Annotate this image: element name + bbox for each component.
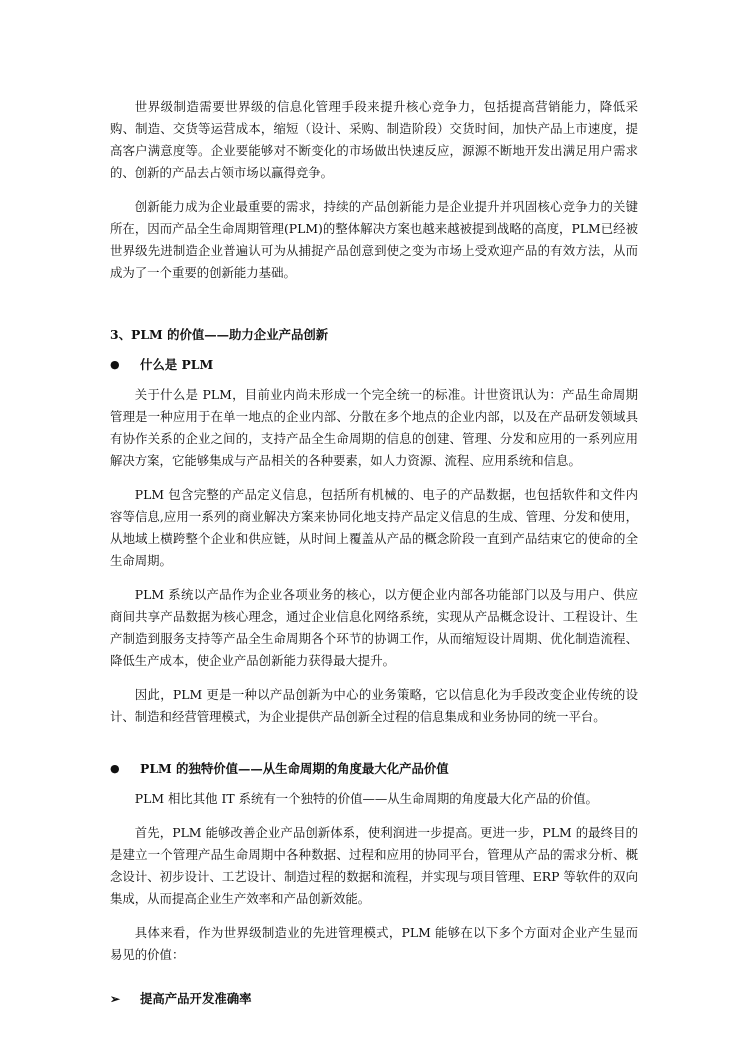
document-page: [110, 96, 638, 1010]
arrow-bullet-icon: ➢: [110, 992, 121, 1006]
intro-paragraph-2: 创新能力成为企业最重要的需求，持续的产品创新能力是企业提升并巩固核心竞争力的关键所在，因而产品全生命周期管理(PLM)的整体解决方案也越来越被提到战略的高度，PLM已经被世界级先进制造企业普遍认可为从捕捉产品创意到使之变为市场上受欢迎产品的有效方法，从而成为了一个重要的创新能力基础。: [110, 199, 638, 280]
bullet-icon: ●: [110, 358, 120, 371]
value-paragraph-1: PLM 相比其他 IT 系统有一个独特的价值——从生命周期的角度最大化产品的价值。: [134, 791, 598, 806]
sub-bullet-title: 提高产品开发准确率: [140, 991, 252, 1006]
plm-paragraph-4: 因此，PLM 更是一种以产品创新为中心的业务策略，它以信息化为手段改变企业传统的设计、制造和经营管理模式，为企业提供产品创新全过程的信息集成和业务协同的统一平台。: [110, 687, 638, 724]
plm-paragraph-2: PLM 包含完整的产品定义信息，包括所有机械的、电子的产品数据，也包括软件和文件内容等信息,应用一系列的商业解决方案来协同化地支持产品定义信息的生成、管理、分发和使用，从地域上横跨整个企业和供应链，从时间上覆盖从产品的概念阶段一直到产品结束它的使命的全生命周期。: [110, 487, 638, 568]
plm-paragraph-1: 关于什么是 PLM，目前业内尚未形成一个完全统一的标准。计世资讯认为：产品生命周期管理是一种应用于在单一地点的企业内部、分散在多个地点的企业内部，以及在产品研发领域具有协作关系的企业之间的，支持产品全生命周期的信息的创建、管理、分发和应用的一系列应用解决方案，它能够集成与产品相关的各种要素，如人力资源、流程、应用系统和信息。: [110, 387, 638, 468]
value-paragraph-2: 首先，PLM 能够改善企业产品创新体系，使利润进一步提高。更进一步，PLM 的最终目的是建立一个管理产品生命周期中各种数据、过程和应用的协同平台，管理从产品的需求分析、概念设计、初步设计、工艺设计、制造过程的数据和流程，并实现与项目管理、ERP 等软件的双向集成，从而提高企业生产效率和产品创新效能。: [110, 825, 638, 906]
bullet-title: PLM 的独特价值——从生命周期的角度最大化产品价值: [140, 761, 449, 776]
bullet-icon: ●: [110, 762, 120, 775]
value-paragraph-3: 具体来看，作为世界级制造业的先进管理模式，PLM 能够在以下多个方面对企业产生显而易见的价值：: [110, 925, 638, 962]
section-title: 3、PLM 的价值——助力企业产品创新: [110, 327, 329, 342]
plm-paragraph-3: PLM 系统以产品作为企业各项业务的核心，以方便企业内部各功能部门以及与用户、供应商间共享产品数据为核心理念，通过企业信息化网络系统，实现从产品概念设计、工程设计、生产制造到服务支持等产品全生命周期各个环节的协调工作，从而缩短设计周期、优化制造流程、降低生产成本，使企业产品创新能力获得最大提升。: [110, 587, 638, 668]
bullet-heading-what-is-plm: [110, 354, 638, 376]
intro-paragraph-1: 世界级制造需要世界级的信息化管理手段来提升核心竞争力，包括提高营销能力，降低采购、制造、交货等运营成本，缩短（设计、采购、制造阶段）交货时间，加快产品上市速度，提高客户满意度等。企业要能够对不断变化的市场做出快速反应，源源不断地开发出满足用户需求的、创新的产品去占领市场以赢得竞争。: [110, 99, 638, 180]
bullet-title: 什么是 PLM: [140, 357, 214, 372]
sub-bullet-heading: [110, 988, 638, 1010]
bullet-heading-unique-value: [110, 758, 638, 780]
